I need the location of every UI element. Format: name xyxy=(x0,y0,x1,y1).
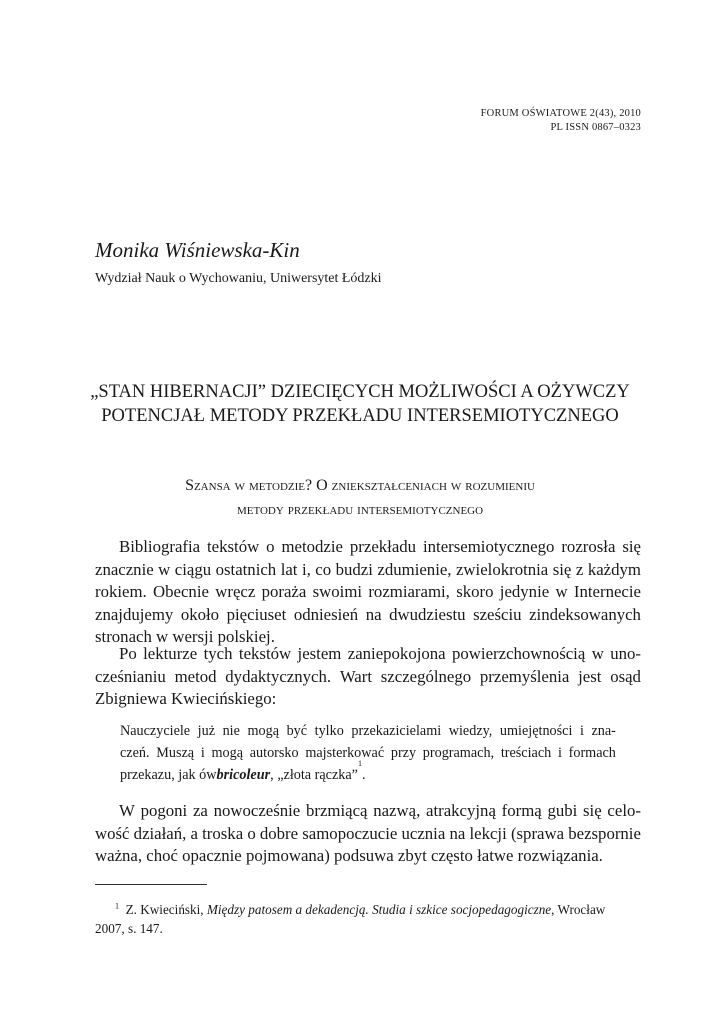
section-heading xyxy=(70,474,650,522)
quote-line xyxy=(120,759,616,786)
text-line: cześnianiu metod dydaktycznych. Wart szczególnego przemyślenia jest osąd xyxy=(95,666,641,686)
quote-text: . xyxy=(361,767,366,783)
footnote-divider xyxy=(95,884,207,885)
paragraph-2 xyxy=(95,643,641,711)
footnote-line: 2007, s. 147. xyxy=(95,921,163,936)
bricoleur-term: bricoleur xyxy=(216,767,271,783)
quote-text: przekazu, jak ów xyxy=(120,767,217,783)
text-line: Po lekturze tych tekstów jestem zaniepokojona powierzchownością w uno- xyxy=(119,644,641,663)
footnote-reference[interactable]: 1 xyxy=(357,759,362,768)
text-line: Bibliografia tekstów o metodzie przekładu intersemiotycznego rozrosła się xyxy=(119,537,641,556)
text-line: Zbigniewa Kwiecińskiego: xyxy=(95,689,277,709)
author-name: Monika Wiśniewska-Kin xyxy=(95,238,300,262)
footnote-number: 1 xyxy=(115,901,119,911)
text-line: znacznie w ciągu ostatnich lat i, co budzi zdumienie, zwielokrotnia się z każdym xyxy=(95,559,641,579)
paragraph-3 xyxy=(95,800,641,868)
text-line: ważna, choć opacznie pojmowana) podsuwa zbyt często łatwe rozwiązania. xyxy=(95,846,603,866)
title-line: „STAN HIBERNACJI” DZIECIĘCYCH MOŻLIWOŚCI A OŻYWCZY xyxy=(90,382,630,402)
quote-line: czeń. Muszą i mogą autorsko majsterkować przy programach, treściach i formach xyxy=(120,745,616,761)
author-affiliation: Wydział Nauk o Wychowaniu, Uniwersytet Łódzki xyxy=(95,271,382,286)
quote-text: , „złota rączka” xyxy=(270,767,358,783)
title-line: POTENCJAŁ METODY PRZEKŁADU INTERSEMIOTYCZNEGO xyxy=(101,406,619,426)
article-title xyxy=(70,380,650,428)
quote-line: Nauczyciele już nie mogą być tylko przekazicielami wiedzy, umiejętności i zna- xyxy=(120,723,616,739)
footnote-text xyxy=(115,900,605,919)
footnote-line xyxy=(95,900,641,919)
section-heading-line: metody przekładu intersemiotycznego xyxy=(236,501,484,518)
journal-header xyxy=(481,107,641,135)
footnote-author: Z. Kwieciński, xyxy=(125,902,207,917)
footnote-place: , Wrocław xyxy=(551,902,606,917)
text-line: rokiem. Obecnie wręcz poraża swoimi rozmiarami, skoro jedynie w Internecie xyxy=(95,582,641,602)
journal-issn: PL ISSN 0867–0323 xyxy=(550,122,641,133)
footnote xyxy=(95,900,641,938)
text-line: W pogoni za nowocześnie brzmiącą nazwą, atrakcyjną formą gubi się celo- xyxy=(119,801,641,820)
footnote-book-title: Między patosem a dekadencją. Studia i szkice socjopedagogiczne xyxy=(206,902,552,917)
journal-name: FORUM OŚWIATOWE 2(43), 2010 xyxy=(480,108,641,119)
block-quote xyxy=(120,720,616,786)
section-heading-line: Szansa w metodzie? O zniekształceniach w rozumieniu xyxy=(185,477,535,494)
text-line: stronach w wersji polskiej. xyxy=(95,627,275,647)
paragraph-1 xyxy=(95,536,641,649)
text-line: wość działań, a troska o dobre samopoczucie ucznia na lekcji (sprawa bezspornie xyxy=(95,823,641,843)
text-line: znajdujemy około pięciuset odniesień na dwudziestu sześciu zindeksowanych xyxy=(95,604,641,624)
